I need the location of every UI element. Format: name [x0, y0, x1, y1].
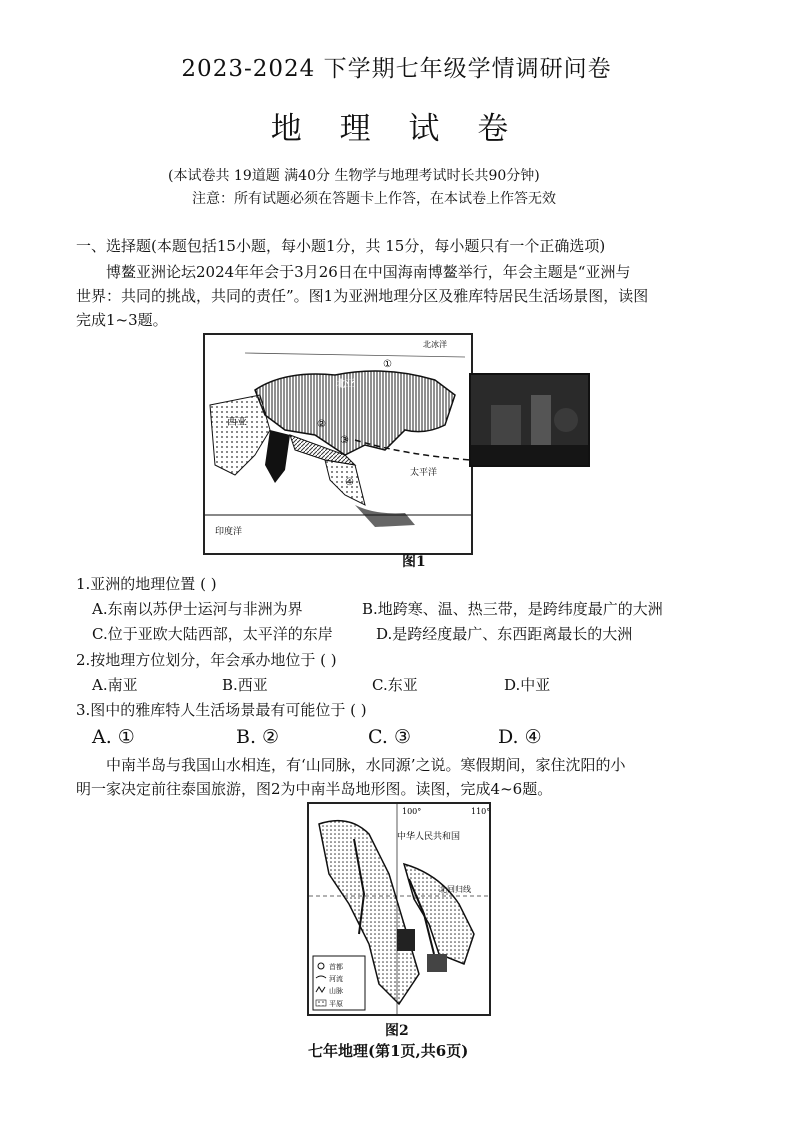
- exam-info: (本试卷共 19道题 满40分 生物学与地理考试时长共90分钟): [168, 168, 540, 184]
- q2-option-b: B.西亚: [222, 676, 268, 694]
- label-100-deg: 100°: [402, 807, 422, 816]
- page-footer: 七年地理(第1页,共6页): [308, 1042, 469, 1060]
- legend-plain: 平原: [329, 1000, 343, 1008]
- marker-3: ③: [340, 435, 349, 446]
- q3-option-b: B. ②: [236, 726, 280, 748]
- q1-stem: 1.亚洲的地理位置 ( ): [76, 575, 217, 593]
- intro2-line-2: 明一家决定前往泰国旅游，图2为中南半岛地形图。读图，完成4~6题。: [76, 780, 553, 798]
- q3-option-a: A. ①: [92, 726, 135, 748]
- label-china: 中华人民共和国: [397, 832, 461, 842]
- label-pacific: 太平洋: [410, 468, 438, 478]
- q1-option-a: A.东南以苏伊士运河与非洲为界: [92, 600, 303, 618]
- marker-1: ①: [383, 359, 392, 370]
- indochina-map: [309, 804, 489, 1014]
- legend-mountain: 山脉: [329, 987, 343, 995]
- yakut-photo-image: [471, 375, 588, 465]
- intro-line-1: 博鳌亚洲论坛2024年年会于3月26日在中国海南博鳌举行，年会主题是“亚洲与: [106, 263, 631, 281]
- label-north-asia: 北亚: [335, 379, 355, 390]
- marker-4: ④: [345, 477, 354, 488]
- indochina-map-figure: [307, 802, 491, 1016]
- legend-capital: 首都: [329, 963, 343, 971]
- q3-stem: 3.图中的雅库特人生活场景最有可能位于 ( ): [76, 701, 367, 719]
- intro2-line-1: 中南半岛与我国山水相连，有‘山同脉，水同源’之说。寒假期间，家住沈阳的小: [106, 756, 626, 774]
- label-west-asia: 西亚: [227, 417, 247, 428]
- q2-option-a: A.南亚: [92, 676, 138, 694]
- q3-option-c: C. ③: [368, 726, 411, 748]
- label-110-deg: 110°: [471, 807, 489, 816]
- q1-option-d: D.是跨经度最广、东西距离最长的大洲: [376, 625, 633, 643]
- q3-option-d: D. ④: [498, 726, 542, 748]
- figure1-caption: 图1: [402, 554, 426, 570]
- asia-map-figure: [203, 333, 473, 555]
- exam-title: 2023-2024 下学期七年级学情调研问卷: [181, 56, 612, 82]
- yakut-photo: [469, 373, 590, 467]
- section-heading: 一、选择题(本题包括15小题，每小题1分，共 15分，每小题只有一个正确选项): [76, 237, 606, 255]
- q1-option-c: C.位于亚欧大陆西部，太平洋的东岸: [92, 625, 333, 643]
- asia-map: [205, 335, 471, 553]
- label-indian-ocean: 印度洋: [215, 527, 243, 537]
- plain-icon: [316, 1000, 326, 1006]
- marker-2: ②: [317, 419, 326, 430]
- label-tropic: 北回归线: [439, 885, 471, 894]
- exam-notice: 注意：所有试题必须在答题卡上作答，在本试卷上作答无效: [192, 191, 556, 207]
- intro-line-3: 完成1~3题。: [76, 311, 168, 329]
- q2-option-c: C.东亚: [372, 676, 418, 694]
- figure2-caption: 图2: [385, 1023, 409, 1039]
- q1-option-b: B.地跨寒、温、热三带，是跨纬度最广的大洲: [362, 600, 663, 618]
- subject-title: 地 理 试 卷: [270, 111, 523, 147]
- q2-option-d: D.中亚: [504, 676, 551, 694]
- label-arctic-ocean: 北冰洋: [423, 340, 447, 349]
- intro-line-2: 世界：共同的挑战，共同的责任”。图1为亚洲地理分区及雅库特居民生活场景图，读图: [76, 287, 649, 305]
- q2-stem: 2.按地理方位划分，年会承办地位于 ( ): [76, 651, 337, 669]
- legend-river: 河流: [329, 975, 343, 983]
